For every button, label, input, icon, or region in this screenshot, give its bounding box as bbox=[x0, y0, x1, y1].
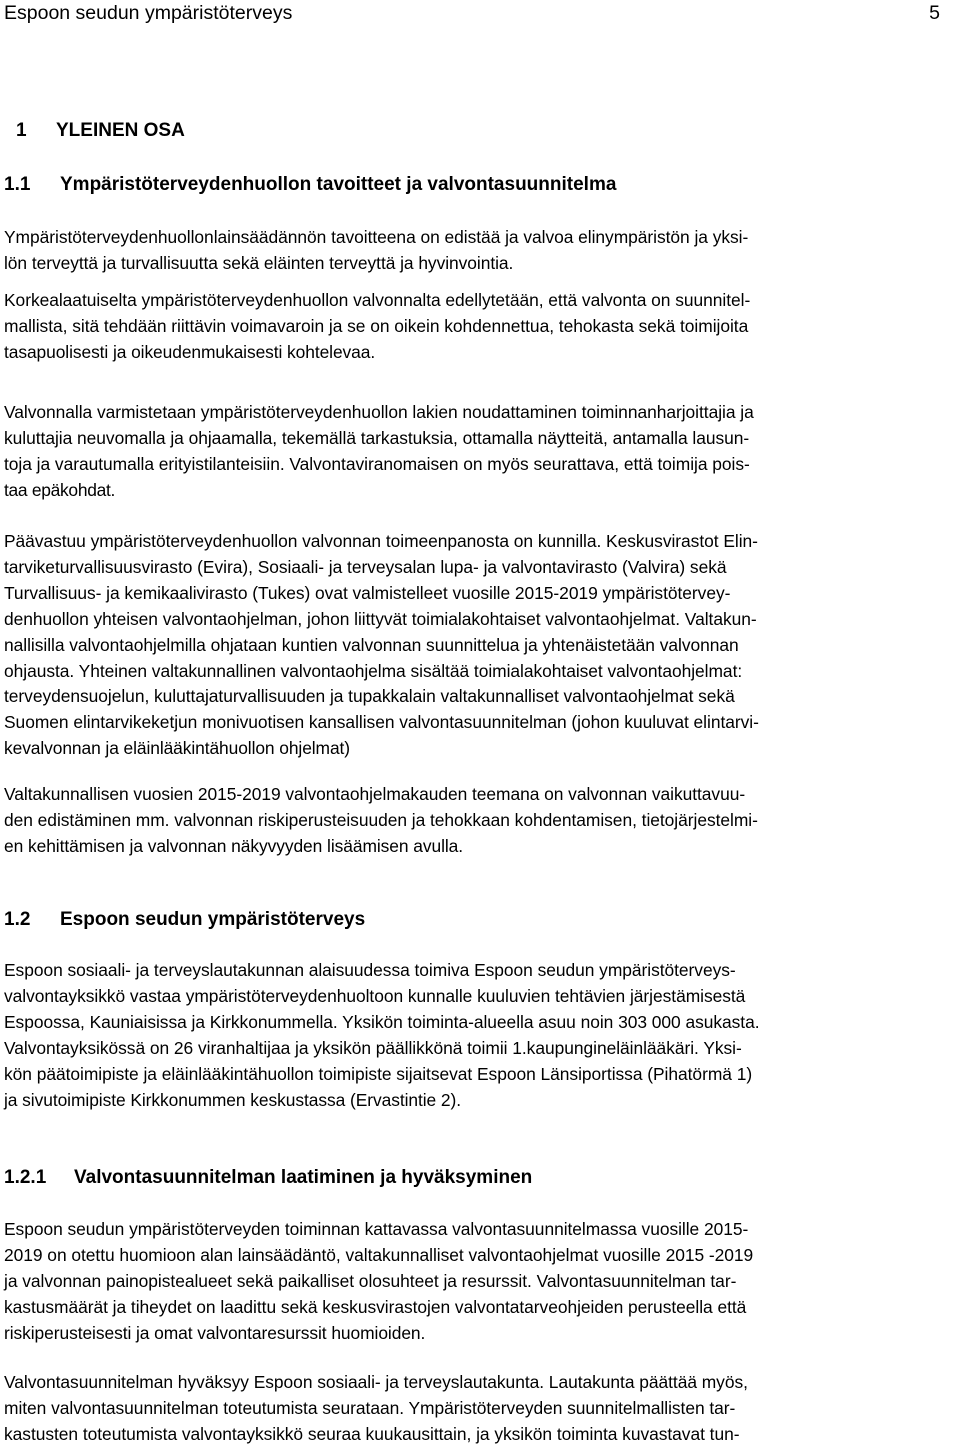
heading-1-1-number: 1.1 bbox=[4, 174, 31, 195]
paragraph-1-2-1-b bbox=[4, 1370, 958, 1448]
text-line: denhuollon yhteisen valvontaohjelman, johon liittyvät toimialakohtaiset valvontaohjelmat. Valtakun- bbox=[4, 608, 757, 629]
page-number: 5 bbox=[929, 2, 940, 24]
text-line: kastusmäärät ja tiheydet on laadittu sekä keskusvirastojen valvontatarveohjeiden perusteella että bbox=[4, 1296, 747, 1317]
text-line: Valvontasuunnitelman hyväksyy Espoon sosiaali- ja terveyslautakunta. Lautakunta päättää myös, bbox=[4, 1372, 748, 1392]
paragraph-1-2-1-a bbox=[4, 1217, 958, 1347]
paragraph-1-1-e bbox=[4, 782, 958, 860]
text-line: terveydensuojelun, kuluttajaturvallisuuden ja tupakkalain valtakunnalliset valvontaohjelmat sekä bbox=[4, 686, 735, 707]
running-header-title: Espoon seudun ympäristöterveys bbox=[4, 2, 293, 24]
text-line: Ympäristöterveydenhuollonlainsäädännön tavoitteena on edistää ja valvoa elinympäristön ja yksi- bbox=[4, 227, 749, 247]
heading-1-2-number: 1.2 bbox=[4, 909, 31, 930]
heading-1-2 bbox=[4, 907, 365, 933]
heading-1-1-title: Ympäristöterveydenhuollon tavoitteet ja valvontasuunnitelma bbox=[60, 174, 617, 195]
text-line: toja ja varautumalla erityistilanteisiin. Valvontaviranomaisen on myös seurattava, että toimija pois- bbox=[4, 453, 750, 474]
text-line: lön terveyttä ja turvallisuutta sekä eläinten terveyttä ja hyvinvointia. bbox=[4, 252, 514, 273]
text-line: tasapuolisesti ja oikeudenmukaisesti kohtelevaa. bbox=[4, 341, 376, 362]
paragraph-1-1-d bbox=[4, 529, 958, 762]
text-line: kevalvonnan ja eläinlääkintähuollon ohjelmat) bbox=[4, 738, 350, 759]
heading-1-1 bbox=[4, 172, 616, 198]
text-line: Espoon seudun ympäristöterveyden toiminnan kattavassa valvontasuunnitelmassa vuosille 2015- bbox=[4, 1219, 749, 1239]
heading-1 bbox=[4, 118, 185, 144]
text-line: Valvontayksikössä on 26 viranhaltijaa ja yksikön päällikkönä toimii 1.kaupungineläinlääkäri. Yksi- bbox=[4, 1037, 742, 1058]
text-line: Espoossa, Kauniaisissa ja Kirkkonummella. Yksikön toiminta-alueella asuu noin 303 000 asukasta. bbox=[4, 1011, 760, 1032]
heading-1-2-title: Espoon seudun ympäristöterveys bbox=[60, 909, 366, 930]
text-line: Valtakunnallisen vuosien 2015-2019 valvontaohjelmakauden teemana on valvonnan vaikuttavuu- bbox=[4, 784, 746, 804]
text-line: 2019 on otettu huomioon alan lainsäädäntö, valtakunnalliset valvontaohjelmat vuosille 2015 -2019 bbox=[4, 1244, 754, 1265]
text-line: Suomen elintarvikeketjun monivuotisen kansallisen valvontasuunnitelman (johon kuuluvat elintarvi- bbox=[4, 712, 759, 733]
paragraph-1-1-a bbox=[4, 225, 958, 277]
text-line: Valvonnalla varmistetaan ympäristöterveydenhuollon lakien noudattaminen toiminnanharjoittajia ja bbox=[4, 402, 754, 422]
text-line: nallisilla valvontaohjelmilla ohjataan kuntien valvonnan suunnittelua ja yhtenäistetään valvonnan bbox=[4, 634, 739, 655]
text-line: miten valvontasuunnitelman toteutumista seurataan. Ympäristöterveyden suunnitelmallisten tar- bbox=[4, 1397, 736, 1418]
text-line: kön päätoimipiste ja eläinlääkintähuollon toimipiste sijaitsevat Espoon Länsiportissa (Pihatörmä 1) bbox=[4, 1063, 753, 1084]
text-line: kastusten toteutumista valvontayksikkö seuraa kuukausittain, ja yksikön toiminta kuvastavat tun- bbox=[4, 1423, 740, 1444]
text-line: ja sivutoimipiste Kirkkonummen keskustassa (Ervastintie 2). bbox=[4, 1089, 462, 1110]
heading-1-number: 1 bbox=[16, 120, 27, 141]
text-line: Päävastuu ympäristöterveydenhuollon valvonnan toimeenpanosta on kunnilla. Keskusvirastot Elin- bbox=[4, 531, 758, 551]
text-line: en kehittämisen ja valvonnan näkyvyyden lisäämisen avulla. bbox=[4, 835, 464, 856]
text-line: riskiperusteisesti ja omat valvontaresurssit huomioiden. bbox=[4, 1322, 426, 1343]
paragraph-1-1-b bbox=[4, 288, 958, 366]
heading-1-2-1-title: Valvontasuunnitelman laatiminen ja hyväksyminen bbox=[74, 1167, 533, 1188]
text-line: taa epäkohdat. bbox=[4, 479, 116, 500]
text-line: ohjausta. Yhteinen valtakunnallinen valvontaohjelma sisältää toimialakohtaiset valvontaohjelmat: bbox=[4, 660, 743, 681]
paragraph-1-2-a bbox=[4, 958, 958, 1113]
text-line: den edistäminen mm. valvonnan riskiperusteisuuden ja tehokkaan kohdentamisen, tietojärjestelmi- bbox=[4, 809, 758, 830]
text-line: mallista, sitä tehdään riittävin voimavaroin ja se on oikein kohdennettua, tehokasta sekä toimijoita bbox=[4, 315, 749, 336]
text-line: kuluttajia neuvomalla ja ohjaamalla, tekemällä tarkastuksia, ottamalla näytteitä, antamalla lausun- bbox=[4, 427, 750, 448]
heading-1-2-1-number: 1.2.1 bbox=[4, 1167, 47, 1188]
paragraph-1-1-c bbox=[4, 400, 958, 504]
heading-1-2-1 bbox=[4, 1165, 532, 1191]
text-line: tarviketurvallisuusvirasto (Evira), Sosiaali- ja terveysalan lupa- ja valvontavirasto (Valvira) sekä bbox=[4, 556, 727, 577]
text-line: Turvallisuus- ja kemikaalivirasto (Tukes) ovat valmistelleet vuosille 2015-2019 ympäristötervey- bbox=[4, 582, 731, 603]
page-header bbox=[4, 0, 940, 28]
heading-1-title: YLEINEN OSA bbox=[56, 120, 185, 141]
text-line: ja valvonnan painopistealueet sekä paikalliset olosuhteet ja resurssit. Valvontasuunnitelman tar- bbox=[4, 1270, 737, 1291]
text-line: Korkealaatuiselta ympäristöterveydenhuollon valvonnalta edellytetään, että valvonta on suunnitel- bbox=[4, 290, 751, 310]
text-line: valvontayksikkö vastaa ympäristöterveydenhuoltoon kunnalle kuuluvien tehtävien järjestämisestä bbox=[4, 985, 746, 1006]
text-line: Espoon sosiaali- ja terveyslautakunnan alaisuudessa toimiva Espoon seudun ympäristöterveys- bbox=[4, 960, 736, 980]
